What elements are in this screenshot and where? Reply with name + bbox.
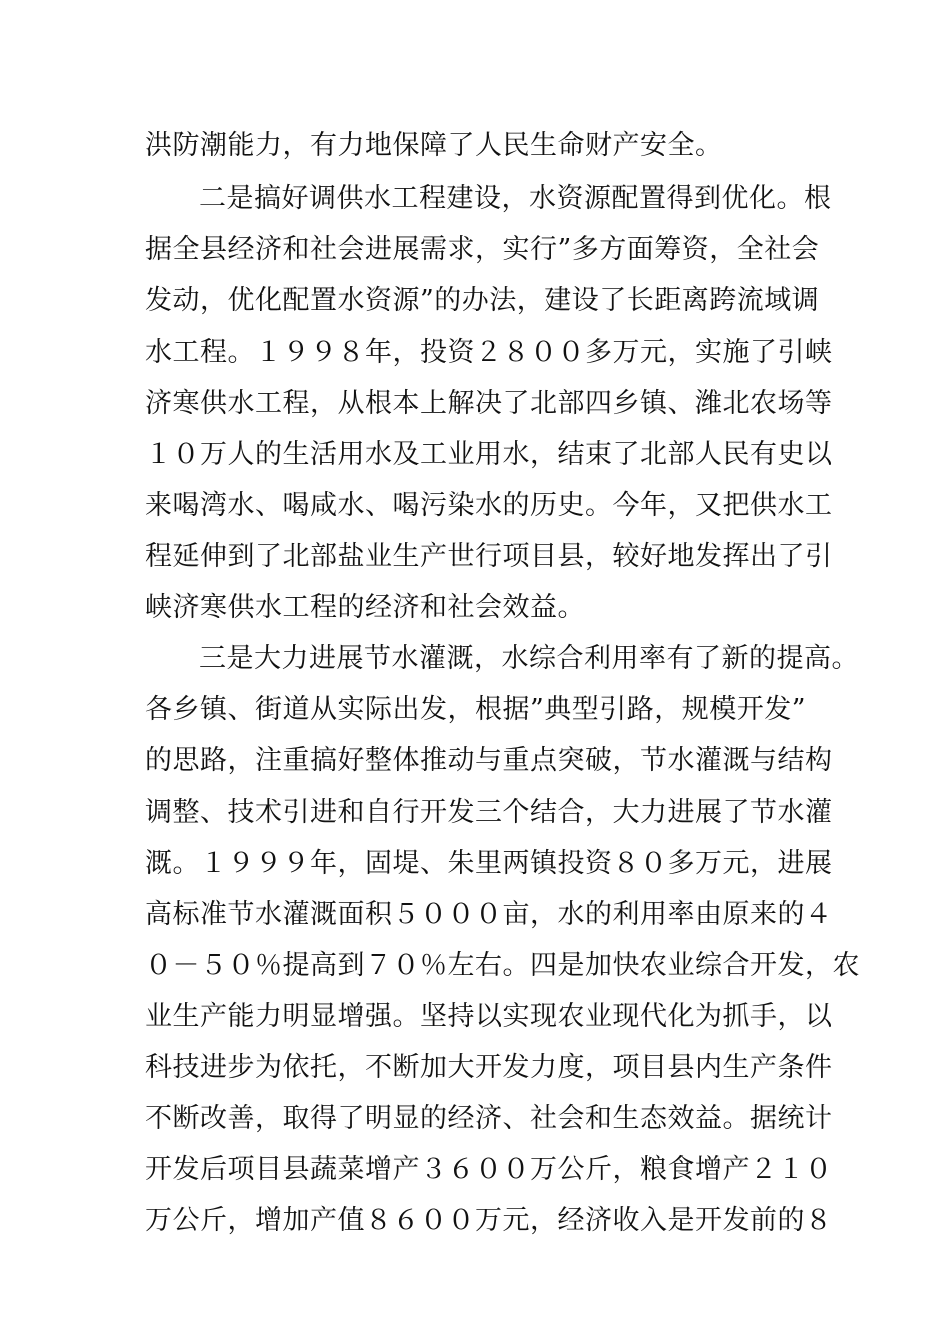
text-line: 据全县经济和社会进展需求，实行”多方面筹资，全社会 bbox=[145, 234, 820, 265]
text-line: 开发后项目县蔬菜增产３６００万公斤，粮食增产２１０ bbox=[145, 1154, 833, 1185]
text-line: 万公斤，增加产值８６００万元，经济收入是开发前的８ bbox=[145, 1205, 833, 1236]
text-line: 济寒供水工程，从根本上解决了北部四乡镇、潍北农场等 bbox=[145, 388, 833, 419]
text-line: 发动，优化配置水资源”的办法，建设了长距离跨流域调 bbox=[145, 285, 820, 316]
text-line: 溉。１９９９年，固堤、朱里两镇投资８０多万元，进展 bbox=[145, 848, 833, 879]
text-line: 各乡镇、街道从实际出发，根据”典型引路，规模开发” bbox=[145, 694, 807, 725]
text-line: 程延伸到了北部盐业生产世行项目县，较好地发挥出了引 bbox=[145, 541, 833, 572]
text-line: 来喝湾水、喝咸水、喝污染水的历史。今年，又把供水工 bbox=[145, 490, 833, 521]
text-line: 洪防潮能力，有力地保障了人民生命财产安全。 bbox=[145, 130, 723, 161]
text-line: ０－５０％提高到７０％左右。四是加快农业综合开发，农 bbox=[145, 950, 860, 981]
text-line: 科技进步为依托，不断加大开发力度，项目县内生产条件 bbox=[145, 1052, 833, 1083]
text-line: 调整、技术引进和自行开发三个结合，大力进展了节水灌 bbox=[145, 797, 833, 828]
text-line: 水工程。１９９８年，投资２８００多万元，实施了引峡 bbox=[145, 337, 833, 368]
text-line: 三是大力进展节水灌溉，水综合利用率有了新的提高。 bbox=[199, 643, 859, 674]
text-line: 高标准节水灌溉面积５０００亩，水的利用率由原来的４ bbox=[145, 899, 833, 930]
text-line: 的思路，注重搞好整体推动与重点突破，节水灌溉与结构 bbox=[145, 745, 833, 776]
text-line: 业生产能力明显增强。坚持以实现农业现代化为抓手，以 bbox=[145, 1001, 833, 1032]
text-line: １０万人的生活用水及工业用水，结束了北部人民有史以 bbox=[145, 439, 833, 470]
text-line: 不断改善，取得了明显的经济、社会和生态效益。据统计 bbox=[145, 1103, 833, 1134]
text-line: 峡济寒供水工程的经济和社会效益。 bbox=[145, 592, 585, 623]
text-line: 二是搞好调供水工程建设，水资源配置得到优化。根 bbox=[199, 183, 832, 214]
